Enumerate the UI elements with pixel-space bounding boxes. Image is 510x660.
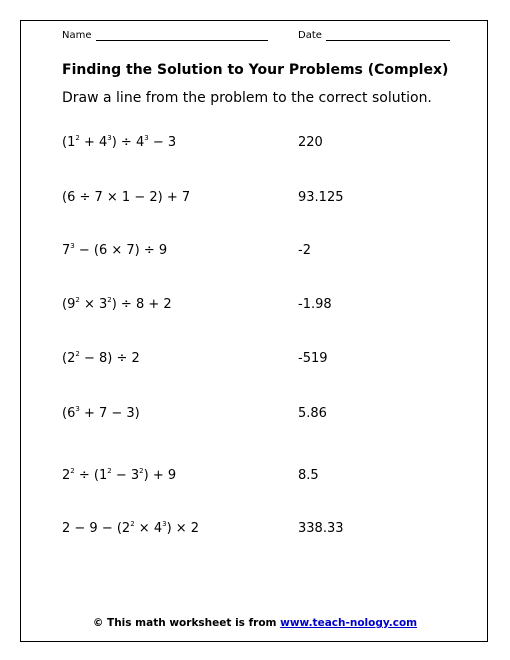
solution-6: 5.86: [298, 406, 327, 421]
solution-8: 338.33: [298, 521, 344, 536]
instructions-text: Draw a line from the problem to the correct solution.: [62, 90, 432, 106]
problem-2: (6 ÷ 7 × 1 − 2) + 7: [62, 190, 191, 205]
problem-1: $(1^2 + 4^3) \div 4^3 - 3$: [62, 134, 177, 150]
date-label: Date: [298, 30, 322, 41]
solution-2: 93.125: [298, 190, 344, 205]
date-blank-line[interactable]: [326, 30, 450, 41]
solution-7: 8.5: [298, 468, 319, 483]
footer-text: © This math worksheet is from: [92, 617, 277, 629]
date-field[interactable]: [298, 30, 450, 41]
problem-6: $(6^3 + 7 - 3)$: [62, 405, 140, 421]
problem-8: $2 - 9 - (2^2 \times 4^3) \times 2$: [62, 520, 200, 536]
problem-7: $2^2 \div (1^2 - 3^2) + 9$: [62, 467, 177, 483]
solution-4: -1.98: [298, 297, 332, 312]
solution-5: -519: [298, 351, 328, 366]
solution-1: 220: [298, 135, 323, 150]
name-field[interactable]: [62, 30, 268, 41]
problem-5: $(2^2 - 8) \div 2$: [62, 350, 140, 366]
worksheet-border: [20, 20, 488, 642]
problem-3: $7^3 - (6 \times 7) \div 9$: [62, 242, 168, 258]
worksheet-title: Finding the Solution to Your Problems (Complex): [62, 62, 449, 78]
name-blank-line[interactable]: [96, 30, 268, 41]
problem-4: $(9^2 \times 3^2) \div 8 + 2$: [62, 296, 172, 312]
name-label: Name: [62, 30, 92, 41]
footer-credit: [0, 617, 510, 629]
solution-3: -2: [298, 243, 311, 258]
footer-link[interactable]: www.teach-nology.com: [280, 617, 418, 629]
